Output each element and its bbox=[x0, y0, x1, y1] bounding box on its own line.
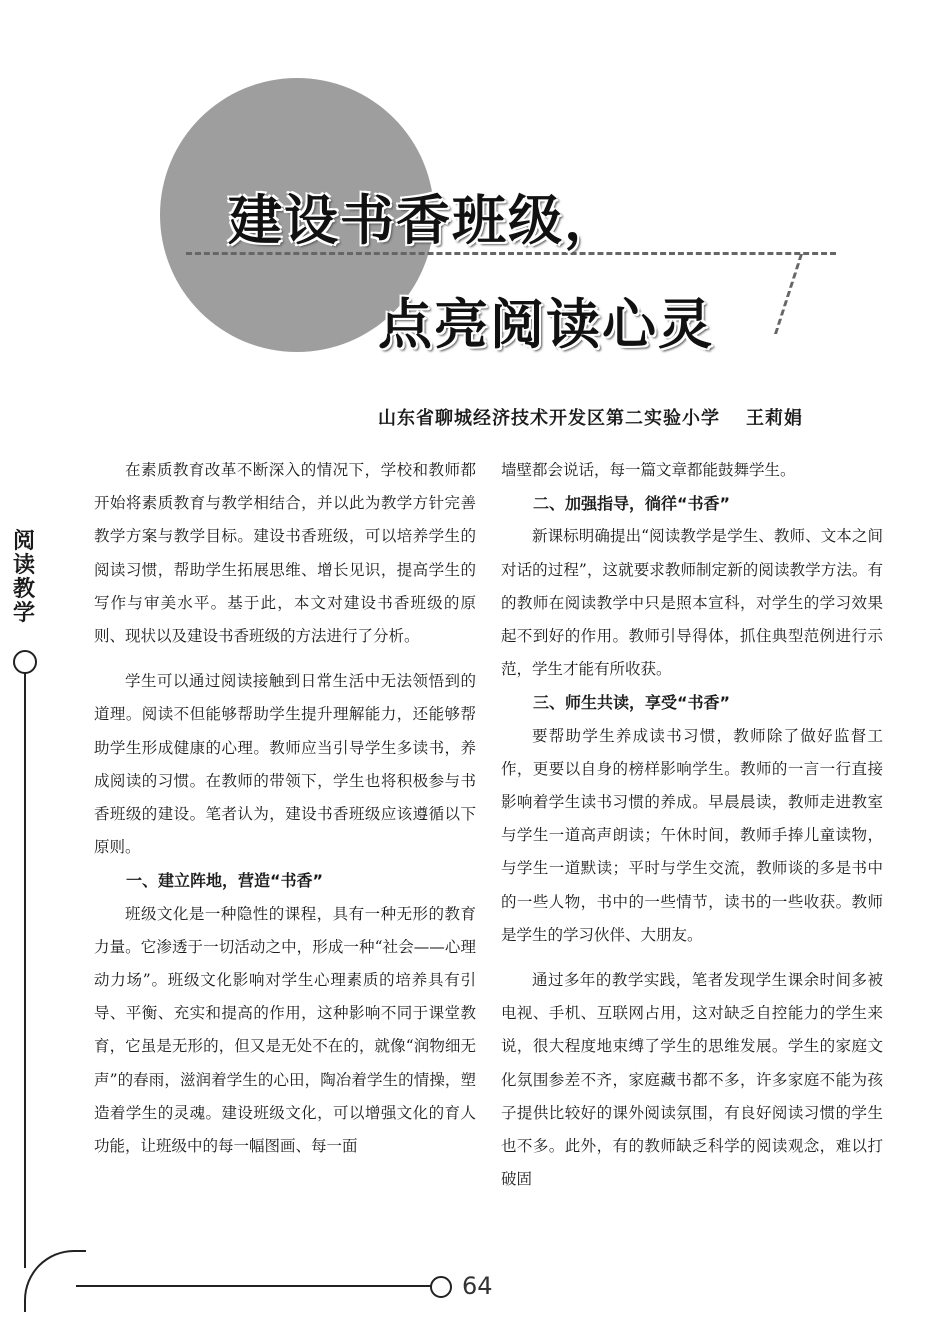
paragraph: 墙壁都会说话，每一篇文章都能鼓舞学生。 bbox=[501, 461, 796, 479]
section-label bbox=[6, 530, 42, 626]
paragraph: 通过多年的教学实践，笔者发现学生课余时间多被电视、手机、互联网占用，这对缺乏自控能力的学生来说，很大程度地束缚了学生的思维发展。学生的家庭文化氛围参差不齐，家庭藏书都不多，许多家庭不能为孩子提供比较好的课外阅读氛围，有良好阅读习惯的学生也不多。此外，有的教师缺乏科学的阅读观念，难以打破固 bbox=[501, 971, 883, 1189]
section-label-char: 学 bbox=[12, 601, 35, 626]
paragraph: 学生可以通过阅读接触到日常生活中无法领悟到的道理。阅读不但能够帮助学生提升理解能力，还能够帮助学生形成健康的心理。教师应当引导学生多读书，养成阅读的习惯。在教师的带领下，学生也将积极参与书香班级的建设。笔者认为，建设书香班级应该遵循以下原则。 bbox=[94, 672, 476, 857]
section-label-char: 教 bbox=[12, 577, 35, 602]
bottom-rule bbox=[76, 1285, 434, 1287]
section-label-char: 读 bbox=[12, 553, 35, 578]
paragraph: 要帮助学生养成读书习惯，教师除了做好监督工作，更要以自身的榜样影响学生。教师的一言一行直接影响着学生读书习惯的养成。早晨晨读，教师走进教室与学生一道高声朗读；午休时间，教师手捧儿童读物，与学生一道默读；平时与学生交流，教师谈的多是书中的一些人物，书中的一些情节，读书的一些收获。教师是学生的学习伙伴、大朋友。 bbox=[501, 726, 883, 944]
side-ring-ornament bbox=[13, 650, 37, 674]
byline-school: 山东省聊城经济技术开发区第二实验小学 bbox=[378, 408, 720, 429]
bottom-ring-ornament bbox=[430, 1276, 452, 1298]
page-number: 64 bbox=[462, 1272, 493, 1300]
paragraph: 班级文化是一种隐性的课程，具有一种无形的教育力量。它渗透于一切活动之中，形成一种“社会——心理动力场”。班级文化影响对学生心理素质的培养具有引导、平衡、充实和提高的作用，这种影响不同于课堂教育，它虽是无形的，但又是无处不在的，就像“润物细无声”的春雨，滋润着学生的心田，陶冶着学生的情操，塑造着学生的灵魂。建设班级文化，可以增强文化的育人功能，让班级中的每一幅图画、每一面 bbox=[94, 904, 476, 1156]
bottom-curve-ornament bbox=[24, 1250, 86, 1312]
section-heading: 一、建立阵地，营造“书香” bbox=[126, 871, 324, 891]
section-heading: 二、加强指导，徜徉“书香” bbox=[533, 494, 731, 514]
article-title-line1: 建设书香班级， bbox=[228, 189, 620, 252]
byline-author: 王莉娟 bbox=[746, 408, 803, 429]
left-column bbox=[94, 454, 476, 1163]
paragraph: 新课标明确提出“阅读教学是学生、教师、文本之间对话的过程”，这就要求教师制定新的阅读教学方法。有的教师在阅读教学中只是照本宣科，对学生的学习效果起不到好的作用。教师引导得体，抓住典型范例进行示范，学生才能有所收获。 bbox=[501, 527, 883, 679]
right-column bbox=[501, 454, 883, 1196]
article-title-line2: 点亮阅读心灵 bbox=[378, 293, 714, 356]
byline bbox=[378, 404, 803, 430]
title-dashed-diagonal bbox=[774, 254, 806, 334]
section-heading: 三、师生共读，享受“书香” bbox=[533, 693, 731, 713]
paragraph: 在素质教育改革不断深入的情况下，学校和教师都开始将素质教育与教学相结合，并以此为教学方针完善教学方案与教学目标。建设书香班级，可以培养学生的阅读习惯，帮助学生拓展思维、增长见识，提高学生的写作与审美水平。基于此，本文对建设书香班级的原则、现状以及建设书香班级的方法进行了分析。 bbox=[94, 461, 476, 646]
side-vertical-rule bbox=[24, 672, 26, 1268]
section-label-char: 阅 bbox=[12, 529, 35, 554]
